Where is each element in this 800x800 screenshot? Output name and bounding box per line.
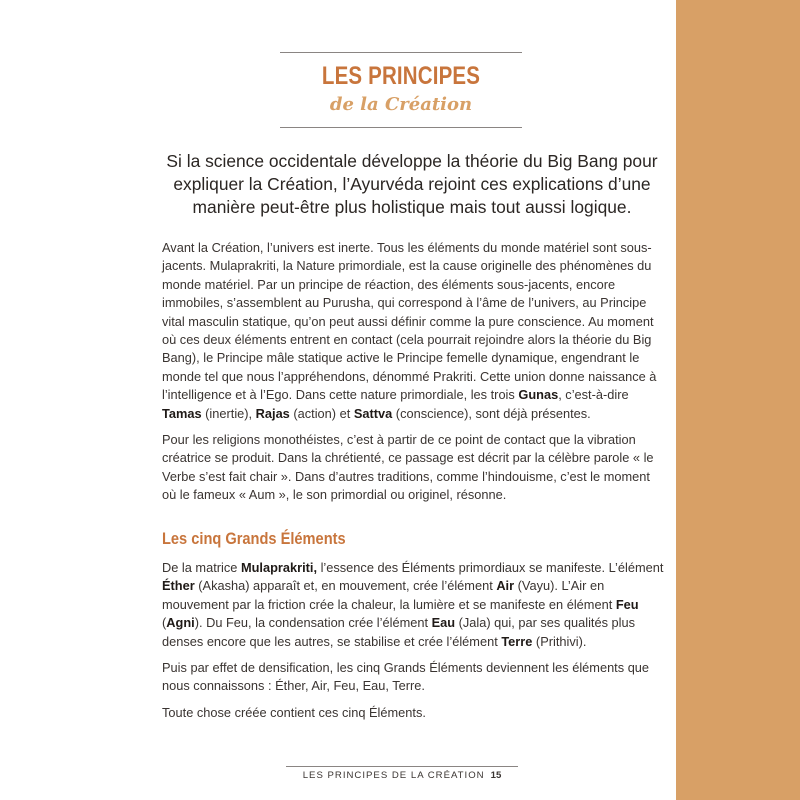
footer-rule — [286, 766, 518, 767]
term-air: Air — [496, 578, 515, 594]
term-feu: Feu — [615, 596, 639, 612]
paragraph-elements: De la matrice Mulaprakriti, l’essence des Éléments primordiaux se manifeste. L’élément Éther (Akasha) apparaît et, en mouvement, crée l’élément Air (Vayu). L’Air en mouvement par la friction crée la chaleur, la lumière et se manifeste en élément Feu (Agni). Du Feu, la condensation crée l’élément Eau (Jala) qui, par ses qualités plus denses encore que les autres, se stabilise et crée l’élément Terre (Prithivi). — [162, 560, 664, 649]
term-ether: Éther — [162, 578, 195, 594]
term-sattva: Sattva — [353, 405, 393, 421]
side-color-band — [676, 0, 800, 800]
title-bottom-rule — [280, 127, 522, 128]
intro-body — [162, 239, 667, 513]
term-rajas: Rajas — [255, 405, 290, 421]
paragraph-creation: Avant la Création, l’univers est inerte. Tous les éléments du monde matériel sont sous-jacents. Mulaprakriti, la Nature primordiale, est la cause originelle des phénomènes du monde matériel. Par un principe de réaction, des éléments sous-jacents, encore immobiles, s’assemblent au Purusha, qui correspond à l’âme de l’univers, au Principe vital masculin statique, qu’on peut aussi définir comme la pure conscience. Au moment où ces deux éléments entrent en contact (cela pourrait rejoindre alors la théorie du Big Bang), le Principe mâle statique active le Principe femelle dynamique, engendrant le monde tel que nous l’appréhendons, dénommé Prakriti. Cette union donne naissance à l’intelligence et à l’Ego. Dans cette nature primordiale, les trois Gunas, c’est-à-dire Tamas (inertie), Rajas (action) et Sattva (conscience), sont déjà présentes. — [162, 240, 657, 421]
paragraph-religions: Pour les religions monothéistes, c’est à partir de ce point de contact que la vibration créatrice se produit. Dans la chrétienté, ce passage est décrit par la célèbre parole « le Verbe s’est fait chair ». Dans d’autres traditions, comme l’hindouisme, c’est le moment où le fameux « Aum », le son primordial ou originel, résonne. — [162, 432, 654, 503]
term-gunas: Gunas — [518, 387, 559, 403]
page-footer — [286, 770, 518, 781]
term-agni: Agni — [166, 615, 195, 631]
term-mulaprakriti: Mulaprakriti, — [240, 560, 318, 575]
paragraph-conclusion: Toute chose créée contient ces cinq Éléments. — [162, 704, 426, 720]
elements-body — [162, 559, 667, 730]
term-tamas: Tamas — [162, 405, 202, 421]
page-subtitle: de la Création — [329, 94, 473, 115]
term-eau: Eau — [431, 615, 456, 631]
page-number: 15 — [490, 770, 502, 781]
running-title: LES PRINCIPES DE LA CRÉATION — [302, 770, 485, 781]
title-top-rule — [280, 52, 522, 53]
lead-paragraph: Si la science occidentale développe la théorie du Big Bang pour expliquer la Création, l’Ayurvéda rejoint ces explications d’une manière peut-être plus holistique mais tout aussi logique. — [166, 151, 658, 217]
paragraph-densification: Puis par effet de densification, les cinq Grands Éléments deviennent les éléments que nous connaissons : Éther, Air, Feu, Eau, Terre. — [162, 660, 650, 694]
section-heading: Les cinq Grands Éléments — [162, 529, 346, 548]
page-title: LES PRINCIPES — [321, 62, 481, 90]
term-terre: Terre — [501, 633, 533, 649]
